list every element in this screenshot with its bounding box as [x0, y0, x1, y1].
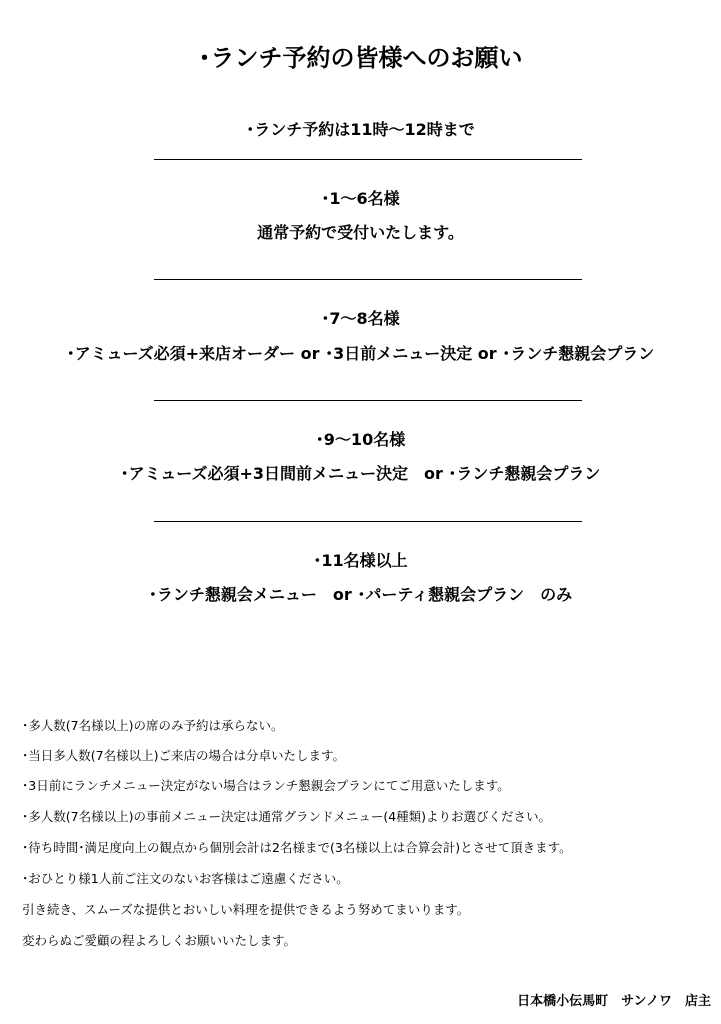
page-title: ･ランチ予約の皆様へのお願い: [198, 44, 523, 72]
note-item: ･当日多人数(7名様以上)ご来店の場合は分卓いたします。: [22, 748, 345, 763]
section-body: ･アミューズ必須+来店オーダー or ･3日前メニュー決定 or ･ランチ懇親会プラン: [66, 344, 655, 363]
note-item: ･待ち時間･満足度向上の観点から個別会計は2名様まで(3名様以上は合算会計)とさせて頂きます。: [22, 840, 572, 855]
note-item: 変わらぬご愛顧の程よろしくお願いいたします。: [22, 933, 297, 948]
lunch-hours: ･ランチ予約は11時～12時まで: [246, 120, 475, 139]
divider: [154, 159, 582, 160]
divider: [154, 521, 582, 522]
signature: 日本橋小伝馬町 サンノワ 店主: [517, 994, 711, 1009]
note-item: 引き続き、スムーズな提供とおいしい料理を提供できるよう努めてまいります。: [22, 902, 470, 917]
note-item: ･3日前にランチメニュー決定がない場合はランチ懇親会プランにてご用意いたします。: [22, 778, 510, 793]
section-body: 通常予約で受付いたします。: [257, 223, 464, 242]
section-heading: ･1～6名様: [321, 189, 400, 208]
divider: [154, 400, 582, 401]
divider: [154, 279, 582, 280]
note-item: ･多人数(7名様以上)の席のみ予約は承らない。: [22, 718, 284, 733]
note-item: ･おひとり様1人前ご注文のないお客様はご遠慮ください。: [22, 871, 349, 886]
section-heading: ･9～10名様: [315, 430, 406, 449]
section-body: ･アミューズ必須+3日間前メニュー決定 or ･ランチ懇親会プラン: [120, 464, 601, 483]
section-heading: ･11名様以上: [313, 551, 408, 570]
section-body: ･ランチ懇親会メニュー or ･パーティ懇親会プラン のみ: [148, 585, 573, 604]
note-item: ･多人数(7名様以上)の事前メニュー決定は通常グランドメニュー(4種類)よりお選びください。: [22, 809, 552, 824]
section-heading: ･7～8名様: [321, 309, 400, 328]
